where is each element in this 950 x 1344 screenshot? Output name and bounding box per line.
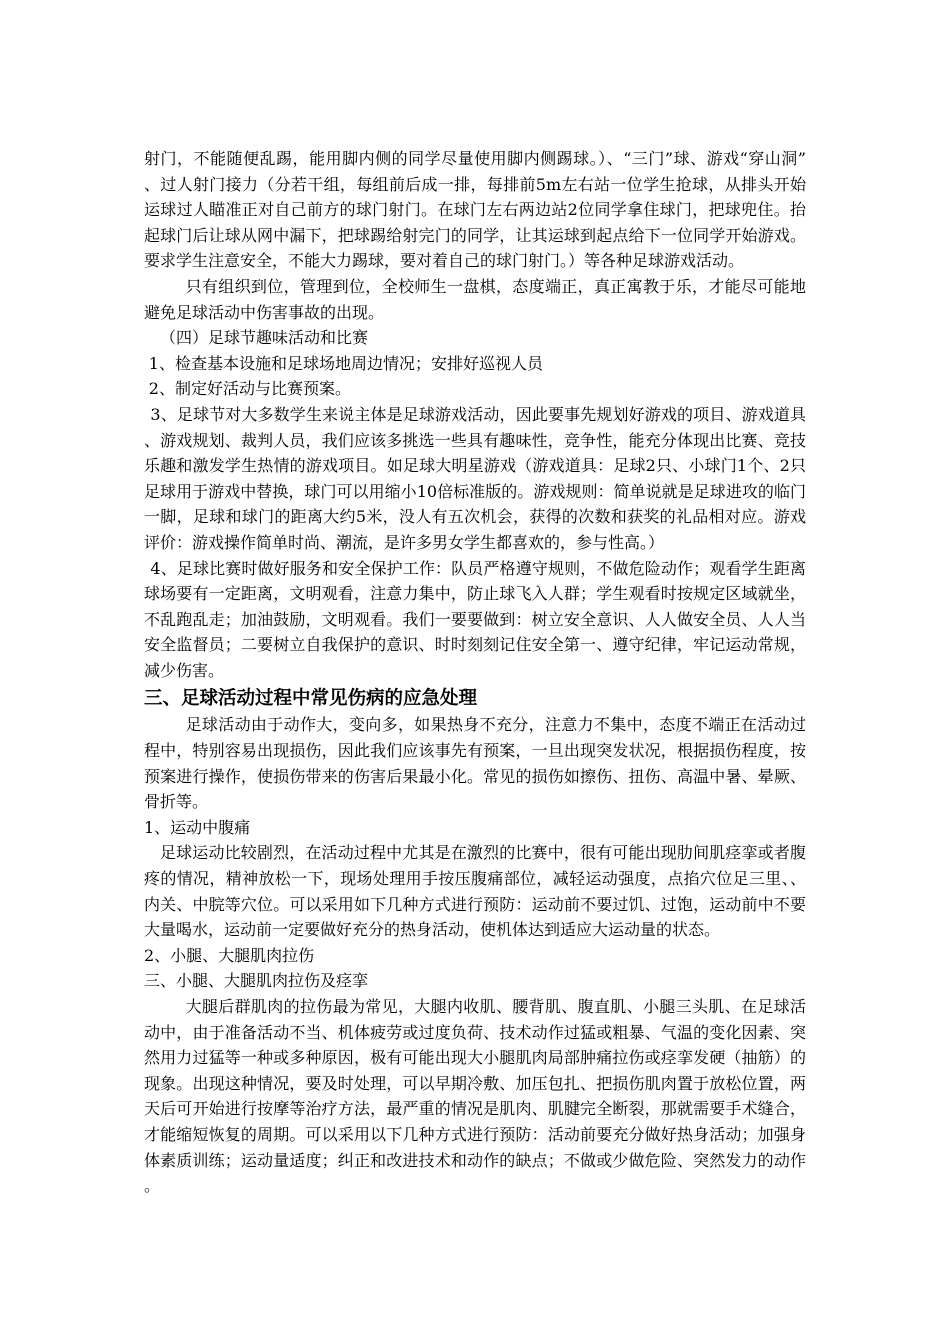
list-item-plan: 2、制定好活动与比赛预案。 [148,379,351,399]
subheading-abdominal-pain: 1、运动中腹痛 [144,817,251,837]
paragraph-organization: 只有组织到位，管理到位，全校师生一盘棋，态度端正，真正寓教于乐，才能尽可能地避免足球活动中伤害事故的出现。 [144,276,806,322]
subheading-football-festival: （四）足球节趣味活动和比赛 [160,328,369,348]
list-item-festival-games: 3、足球节对大多数学生来说主体是足球游戏活动，因此要事先规划好游戏的项目、游戏道具、游戏规划、裁判人员，我们应该多挑选一些具有趣味性，竞争性，能充分体现出比赛、竞技乐趣和激发学生热情的游戏项目。如足球大明星游戏（游戏道具：足球2只、小球门1个、2只足球用于游戏中替换，球门可以用缩小10倍标准版的。游戏规则：简单说就是足球进攻的临门一脚，足球和球门的距离大约5米，没人有五次机会，获得的次数和获奖的礼品相对应。游戏评价：游戏操作简单时尚、潮流，是许多男女学生都喜欢的，参与性高。） [144,404,806,552]
paragraph-strain-cramp: 大腿后群肌肉的拉伤最为常见，大腿内收肌、腰背肌、腹直肌、小腿三头肌、在足球活动中，由于准备活动不当、机体疲劳或过度负荷、技术动作过猛或粗暴、气温的变化因素、突然用力过猛等一种或多种原因，极有可能出现大小腿肌肉局部肿痛拉伤或痉挛发硬（抽筋）的现象。出现这种情况，要及时处理，可以早期冷敷、加压包扎、把损伤肌肉置于放松位置，两天后可开始进行按摩等治疗方法，最严重的情况是肌肉、肌腱完全断裂，那就需要手术缝合，才能缩短恢复的周期。可以采用以下几种方式进行预防：活动前要充分做好热身活动；加强身体素质训练；运动量适度；纠正和改进技术和动作的缺点；不做或少做危险、突然发力的动作。 [144,997,806,1196]
paragraph-abdominal-pain: 足球运动比较剧烈，在活动过程中尤其是在激烈的比赛中，很有可能出现肋间肌痉挛或者腹疼的情况，精神放松一下，现场处理用手按压腹痛部位，减轻运动强度，点掐穴位足三里、、内关、中脘等穴位。可以采用如下几种方式进行预防：运动前不要过饥、过饱，运动前中不要大量喝水，运动前一定要做好充分的热身活动，使机体达到适应大运动量的状态。 [144,843,806,940]
paragraph-game-activities: 射门，不能随便乱踢，能用脚内侧的同学尽量使用脚内侧踢球。）、“三门”球、游戏“穿山洞” 、过人射门接力（分若干组，每组前后成一排，每排前5m左右站一位学生抢球，从排头开始运球过人瞄准正对自己前方的球门射门。在球门左右两边站2位同学拿住球门，把球兜住。抬起球门后让球从网中漏下，把球踢给射完门的同学，让其运球到起点给下一位同学开始游戏。要求学生注意安全，不能大力踢球，要对着自己的球门射门。）等各种足球游戏活动。 [144,149,823,271]
section-heading-injuries: 三、足球活动过程中常见伤病的应急处理 [144,688,478,710]
subheading-strain-cramp: 三、小腿、大腿肌肉拉伤及痉挛 [144,971,369,991]
list-item-match-safety: 4、足球比赛时做好服务和安全保护工作：队员严格遵守规则，不做危险动作；观看学生距离球场要有一定距离，文明观看，注意力集中，防止球飞入人群；学生观看时按规定区域就坐，不乱跑乱走；加油鼓励，文明观看。我们一要要做到：树立安全意识、人人做安全员、人人当安全监督员；二要树立自我保护的意识、时时刻刻记住安全第一、遵守纪律，牢记运动常规，减少伤害。 [144,558,806,680]
subheading-muscle-strain: 2、小腿、大腿肌肉拉伤 [144,945,315,965]
paragraph-injury-overview: 足球活动由于动作大，变向多，如果热身不充分，注意力不集中，态度不端正在活动过程中，特别容易出现损伤，因此我们应该事先有预案，一旦出现突发状况，根据损伤程度，按预案进行操作，使损伤带来的伤害后果最小化。常见的损伤如擦伤、扭伤、高温中暑、晕厥、骨折等。 [144,715,806,812]
list-item-facilities-check: 1、检查基本设施和足球场地周边情况；安排好巡视人员 [148,353,543,373]
document-page [144,146,823,1199]
